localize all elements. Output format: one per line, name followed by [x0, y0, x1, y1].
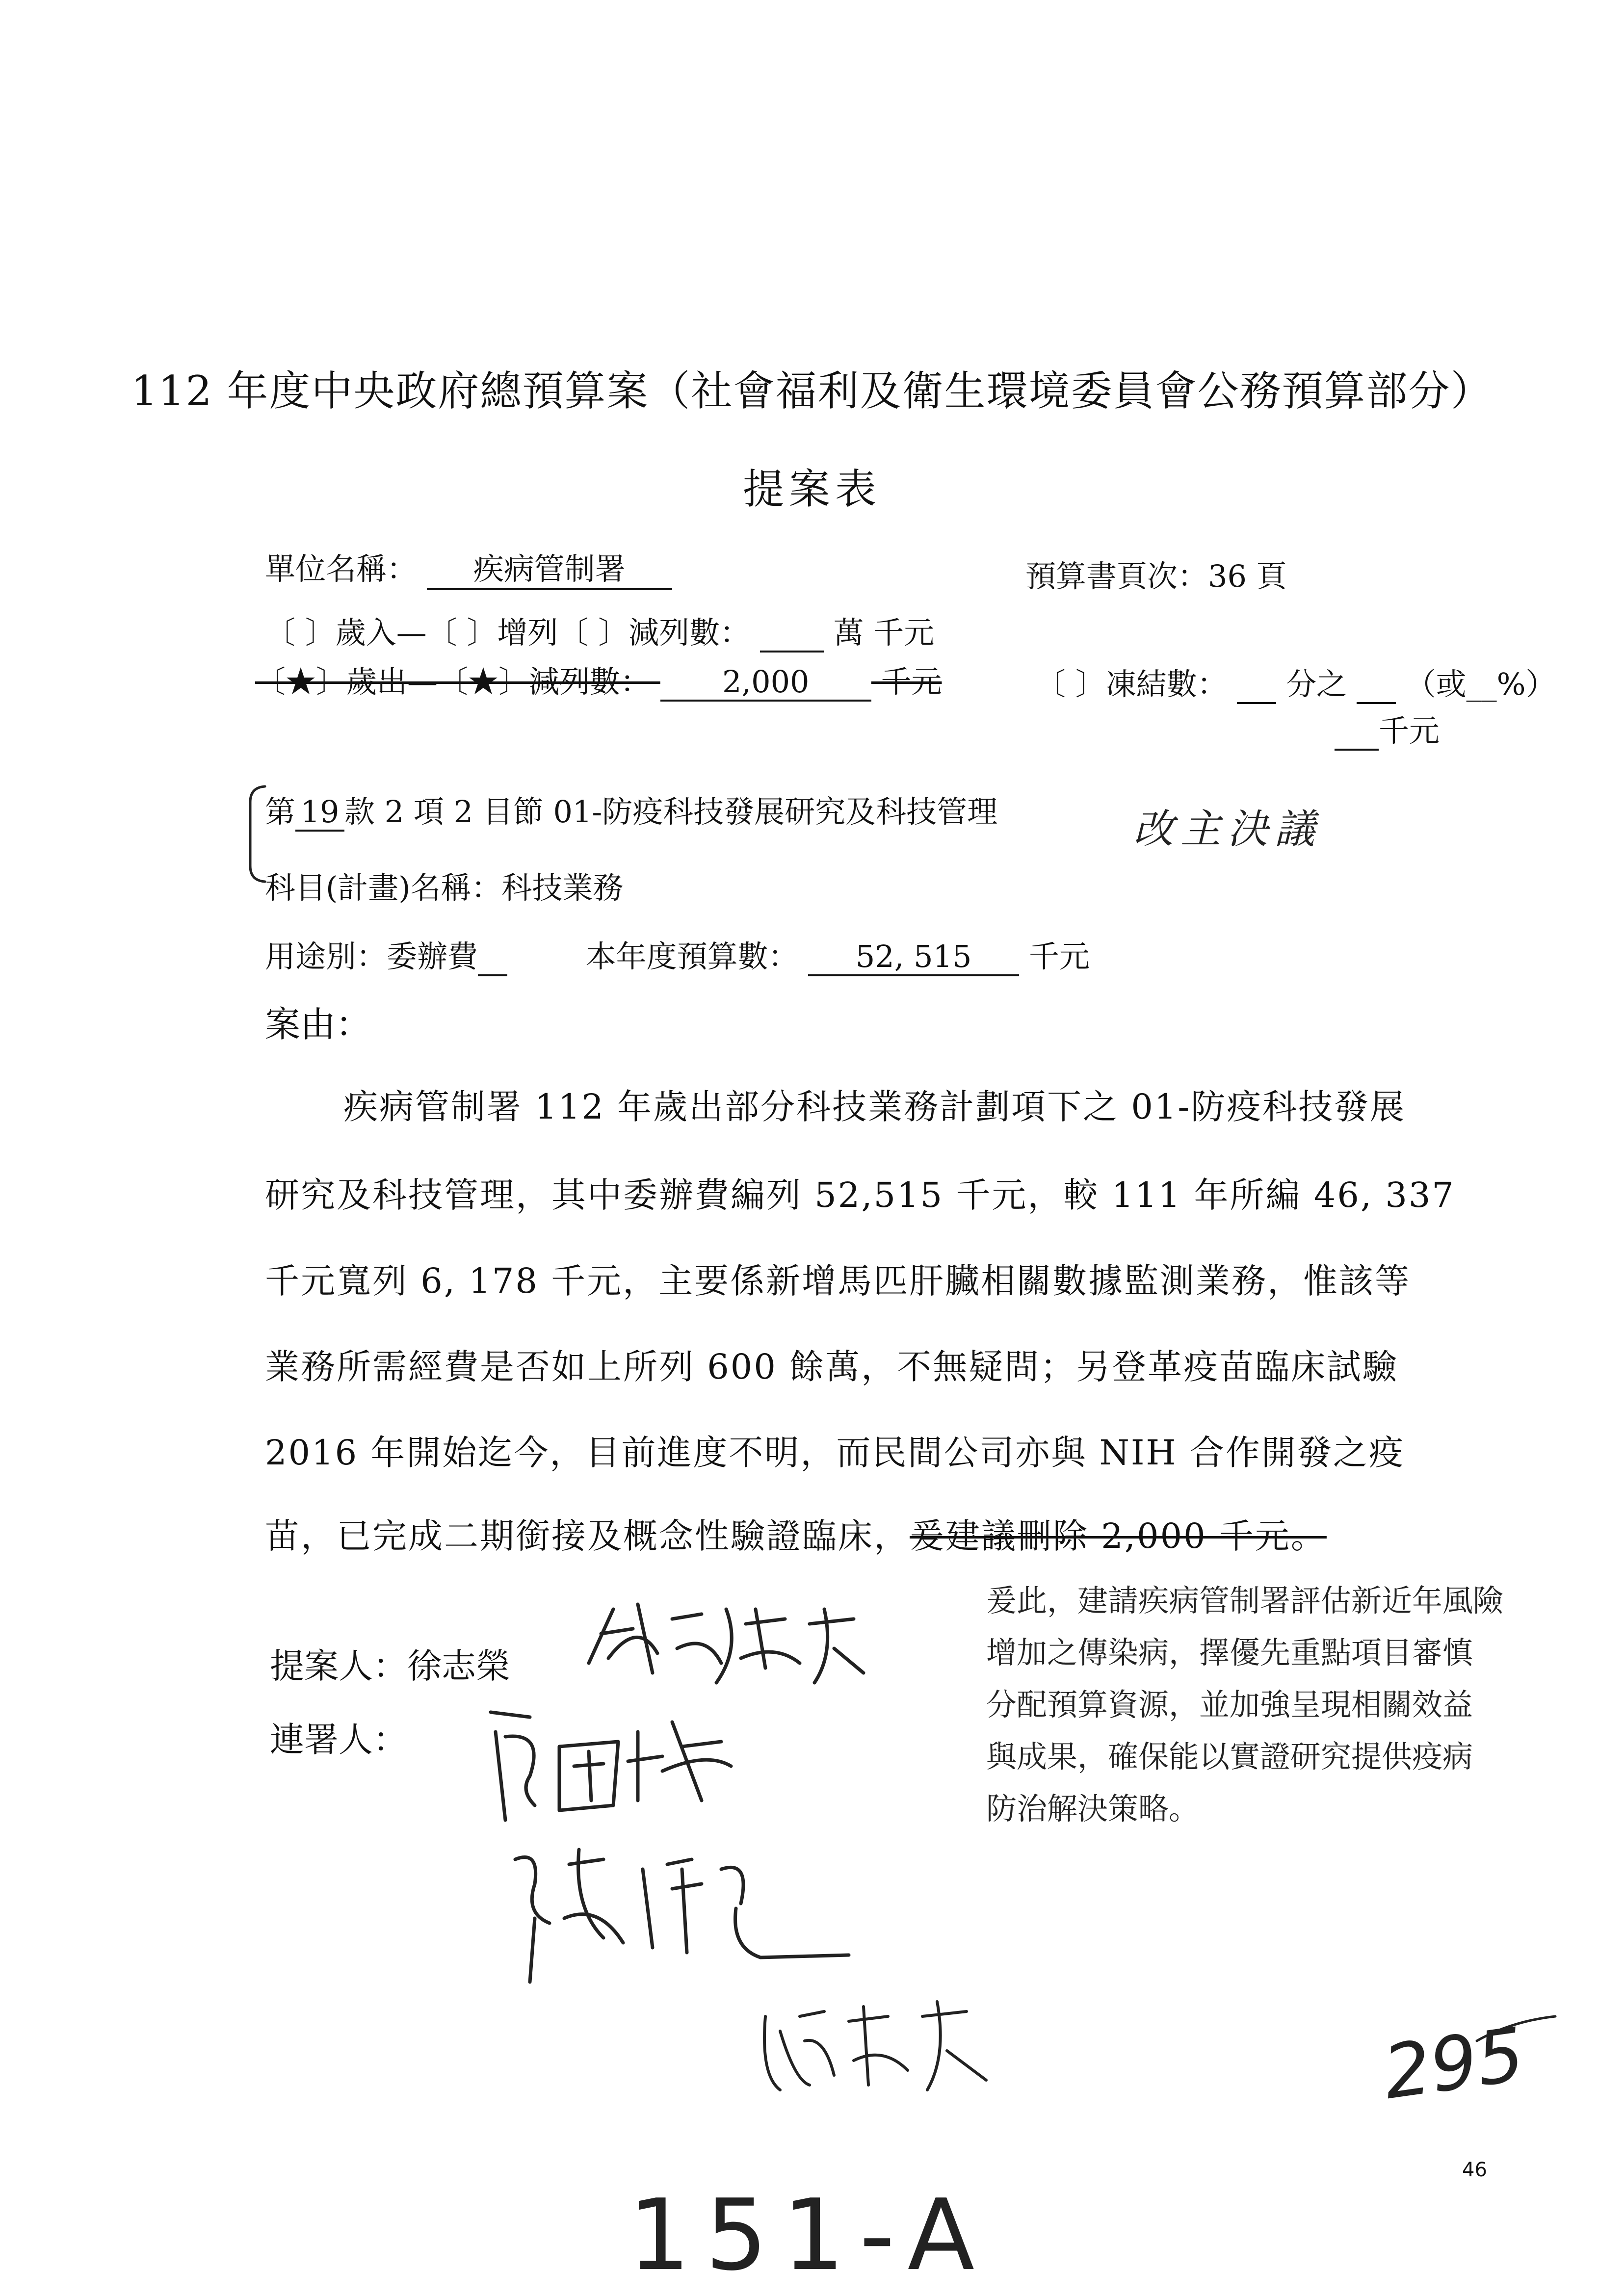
cosigner-signature-3	[751, 1987, 1025, 2105]
budget-unit: 千元	[1028, 939, 1090, 974]
expense-label: 〔★〕歲出—〔★〕減列數：	[255, 664, 651, 700]
margin-note-line-2: 增加之傳染病，擇優先重點項目審慎	[986, 1635, 1473, 1670]
body-last-plain: 苗，已完成二期銜接及概念性驗證臨床，	[265, 1516, 910, 1556]
body-line-6	[265, 1509, 1327, 1558]
margin-note-line-4: 與成果，確保能以實證研究提供疫病	[986, 1739, 1473, 1774]
expense-unit: 千元	[881, 664, 942, 700]
body-line-1: 疾病管制署 112 年歲出部分科技業務計劃項下之 01-防疫科技發展	[343, 1087, 1406, 1127]
body-last-struck: 爰建議刪除 2,000 千元。	[910, 1516, 1327, 1556]
handwritten-decision: 改主決議	[1133, 806, 1322, 853]
section-row	[265, 787, 997, 832]
proposer-signature	[579, 1590, 873, 1697]
proposer-label: 提案人：徐志榮	[270, 1646, 510, 1686]
expense-value: 2,000	[660, 664, 871, 702]
use-label: 用途別：委辦費	[265, 939, 478, 974]
unit-value: 疾病管制署	[427, 545, 672, 590]
section-number: 19	[295, 794, 344, 832]
expense-row	[255, 657, 942, 702]
subject-name: 科目(計畫)名稱：科技業務	[265, 870, 624, 906]
freeze-row	[1035, 660, 1556, 704]
proposal-code: 151-A	[628, 2178, 990, 2293]
reason-label: 案由：	[265, 1004, 371, 1045]
freeze-fraction: 分之	[1286, 666, 1347, 702]
body-line-3: 千元寬列 6, 178 千元，主要係新增馬匹肝臟相關數據監測業務，惟該等	[265, 1261, 1411, 1301]
handwritten-margin-note	[986, 1575, 1614, 1835]
freeze-unit: 千元	[1379, 713, 1440, 749]
budget-value: 52, 515	[808, 939, 1019, 976]
income-unit: 萬 千元	[833, 615, 935, 651]
budget-label: 本年度預算數：	[585, 939, 799, 974]
page-subtitle: 提案表	[742, 465, 881, 513]
use-row	[265, 932, 1090, 976]
cosigner-label: 連署人：	[270, 1720, 407, 1760]
unit-row	[265, 545, 672, 590]
page-title: 112 年度中央政府總預算案（社會福利及衛生環境委員會公務預算部分）	[131, 367, 1493, 415]
margin-note-line-1: 爰此，建請疾病管制署評估新近年風險	[986, 1583, 1504, 1618]
budget-page-ref: 預算書頁次：36 頁	[1025, 558, 1287, 594]
page-number: 46	[1462, 2159, 1487, 2181]
freeze-amount	[1335, 706, 1440, 751]
body-line-2: 研究及科技管理，其中委辦費編列 52,515 千元，較 111 年所編 46, 337	[265, 1175, 1455, 1215]
unit-label: 單位名稱：	[265, 551, 418, 587]
section-prefix: 第	[265, 794, 296, 830]
cosigner-signature-1	[476, 1702, 770, 1830]
body-line-5: 2016 年開始迄今，目前進度不明，而民間公司亦與 NIH 合作開發之疫	[265, 1433, 1405, 1473]
cosigner-signature-2	[505, 1840, 859, 1987]
margin-note-line-5: 防治解決策略。	[986, 1791, 1200, 1826]
freeze-percent: （或__%）	[1405, 666, 1556, 702]
income-row	[265, 608, 934, 652]
handwritten-flourish	[1472, 2011, 1560, 2051]
income-label: 〔 〕歲入—〔 〕增列〔 〕減列數：	[265, 615, 751, 651]
freeze-label: 〔 〕凍結數：	[1035, 666, 1228, 702]
section-title: 款 2 項 2 目節 01-防疫科技發展研究及科技管理	[344, 794, 998, 830]
handwritten-page-number: 295	[1378, 2011, 1530, 2116]
body-line-4: 業務所需經費是否如上所列 600 餘萬，不無疑問；另登革疫苗臨床試驗	[265, 1347, 1399, 1387]
margin-note-line-3: 分配預算資源，並加強呈現相關效益	[986, 1687, 1473, 1722]
